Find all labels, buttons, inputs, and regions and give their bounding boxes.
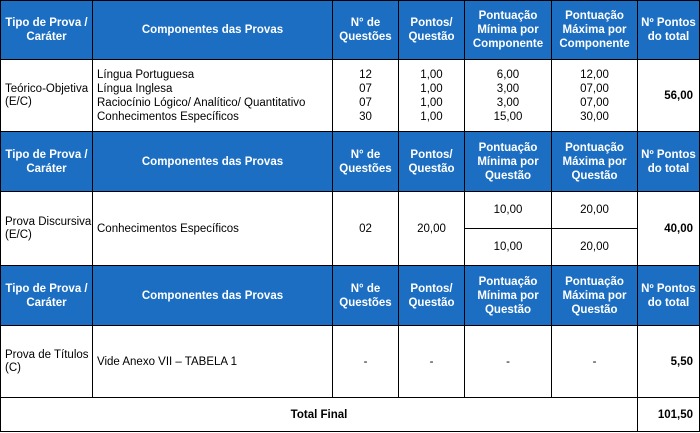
objetiva-maxima-value: 07,00 <box>580 96 609 109</box>
titulos-minima: - <box>465 326 552 398</box>
objetiva-maxima <box>552 60 638 132</box>
header-questoes: N° de Questões <box>333 266 399 326</box>
header-componentes: Componentes das Provas <box>93 1 333 60</box>
discursiva-questoes: 02 <box>333 192 399 266</box>
header-pontos: Pontos/ Questão <box>399 1 465 60</box>
header-componentes: Componentes das Provas <box>93 132 333 192</box>
header-row-discursiva <box>1 132 700 192</box>
objetiva-componente: Raciocínio Lógico/ Analítico/ Quantitativo <box>97 96 306 109</box>
discursiva-maxima: 20,00 <box>552 192 638 229</box>
header-minima: Pontuação Mínima por Questão <box>465 266 552 326</box>
objetiva-pontos-value: 1,00 <box>420 68 443 81</box>
header-maxima: Pontuação Máxima por Questão <box>552 132 638 192</box>
titulos-maxima: - <box>552 326 638 398</box>
objetiva-pontos-value: 1,00 <box>420 110 443 123</box>
objetiva-pontos-value: 1,00 <box>420 82 443 95</box>
objetiva-componente: Língua Portuguesa <box>97 68 195 81</box>
titulos-pontos: - <box>399 326 465 398</box>
header-minima: Pontuação Mínima por Componente <box>465 1 552 60</box>
header-minima: Pontuação Mínima por Questão <box>465 132 552 192</box>
titulos-tipo: Prova de Títulos (C) <box>1 326 93 398</box>
header-componentes: Componentes das Provas <box>93 266 333 326</box>
objetiva-minima-value: 3,00 <box>496 96 520 109</box>
objetiva-questoes-value: 12 <box>359 68 372 81</box>
header-questoes: N° de Questões <box>333 132 399 192</box>
header-pontos: Pontos/ Questão <box>399 132 465 192</box>
row-objetiva <box>1 60 700 132</box>
total-final-label: Total Final <box>1 398 638 432</box>
header-total: Nº Pontos do total <box>638 266 700 326</box>
objetiva-maxima-value: 30,00 <box>580 110 609 123</box>
header-questoes: N° de Questões <box>333 1 399 60</box>
row-titulos <box>1 326 700 398</box>
objetiva-componente: Língua Inglesa <box>97 82 173 95</box>
row-total-final <box>1 398 700 432</box>
header-total: Nº Pontos do total <box>638 132 700 192</box>
objetiva-pontos <box>399 60 465 132</box>
discursiva-maxima: 20,00 <box>552 229 638 266</box>
discursiva-componente: Conhecimentos Específicos <box>93 192 333 266</box>
discursiva-total: 40,00 <box>638 192 700 266</box>
discursiva-tipo: Prova Discursiva (E/C) <box>1 192 93 266</box>
objetiva-minima-value: 6,00 <box>496 68 520 81</box>
objetiva-maxima-value: 07,00 <box>580 82 609 95</box>
header-maxima: Pontuação Máxima por Componente <box>552 1 638 60</box>
titulos-questoes: - <box>333 326 399 398</box>
header-tipo: Tipo de Prova / Caráter <box>1 1 93 60</box>
discursiva-minima: 10,00 <box>465 192 552 229</box>
header-pontos: Pontos/ Questão <box>399 266 465 326</box>
header-total: Nº Pontos do total <box>638 1 700 60</box>
objetiva-pontos-value: 1,00 <box>420 96 443 109</box>
objetiva-minima-value: 3,00 <box>496 82 520 95</box>
discursiva-minima: 10,00 <box>465 229 552 266</box>
total-final-value: 101,50 <box>638 398 700 432</box>
objetiva-componentes <box>93 60 333 132</box>
objetiva-minima <box>465 60 552 132</box>
objetiva-componente: Conhecimentos Específicos <box>97 110 239 123</box>
header-tipo: Tipo de Prova / Caráter <box>1 266 93 326</box>
header-row-objetiva <box>1 1 700 60</box>
row-discursiva <box>1 192 700 229</box>
titulos-total: 5,50 <box>638 326 700 398</box>
titulos-componente: Vide Anexo VII – TABELA 1 <box>93 326 333 398</box>
header-tipo: Tipo de Prova / Caráter <box>1 132 93 192</box>
objetiva-questoes-value: 30 <box>359 110 372 123</box>
objetiva-total: 56,00 <box>638 60 700 132</box>
objetiva-questoes-value: 07 <box>359 96 372 109</box>
header-maxima: Pontuação Máxima por Questão <box>552 266 638 326</box>
objetiva-questoes <box>333 60 399 132</box>
objetiva-questoes-value: 07 <box>359 82 372 95</box>
header-row-titulos <box>1 266 700 326</box>
objetiva-maxima-value: 12,00 <box>580 68 609 81</box>
discursiva-pontos: 20,00 <box>399 192 465 266</box>
objetiva-minima-value: 15,00 <box>493 110 523 123</box>
objetiva-tipo: Teórico-Objetiva (E/C) <box>1 60 93 132</box>
